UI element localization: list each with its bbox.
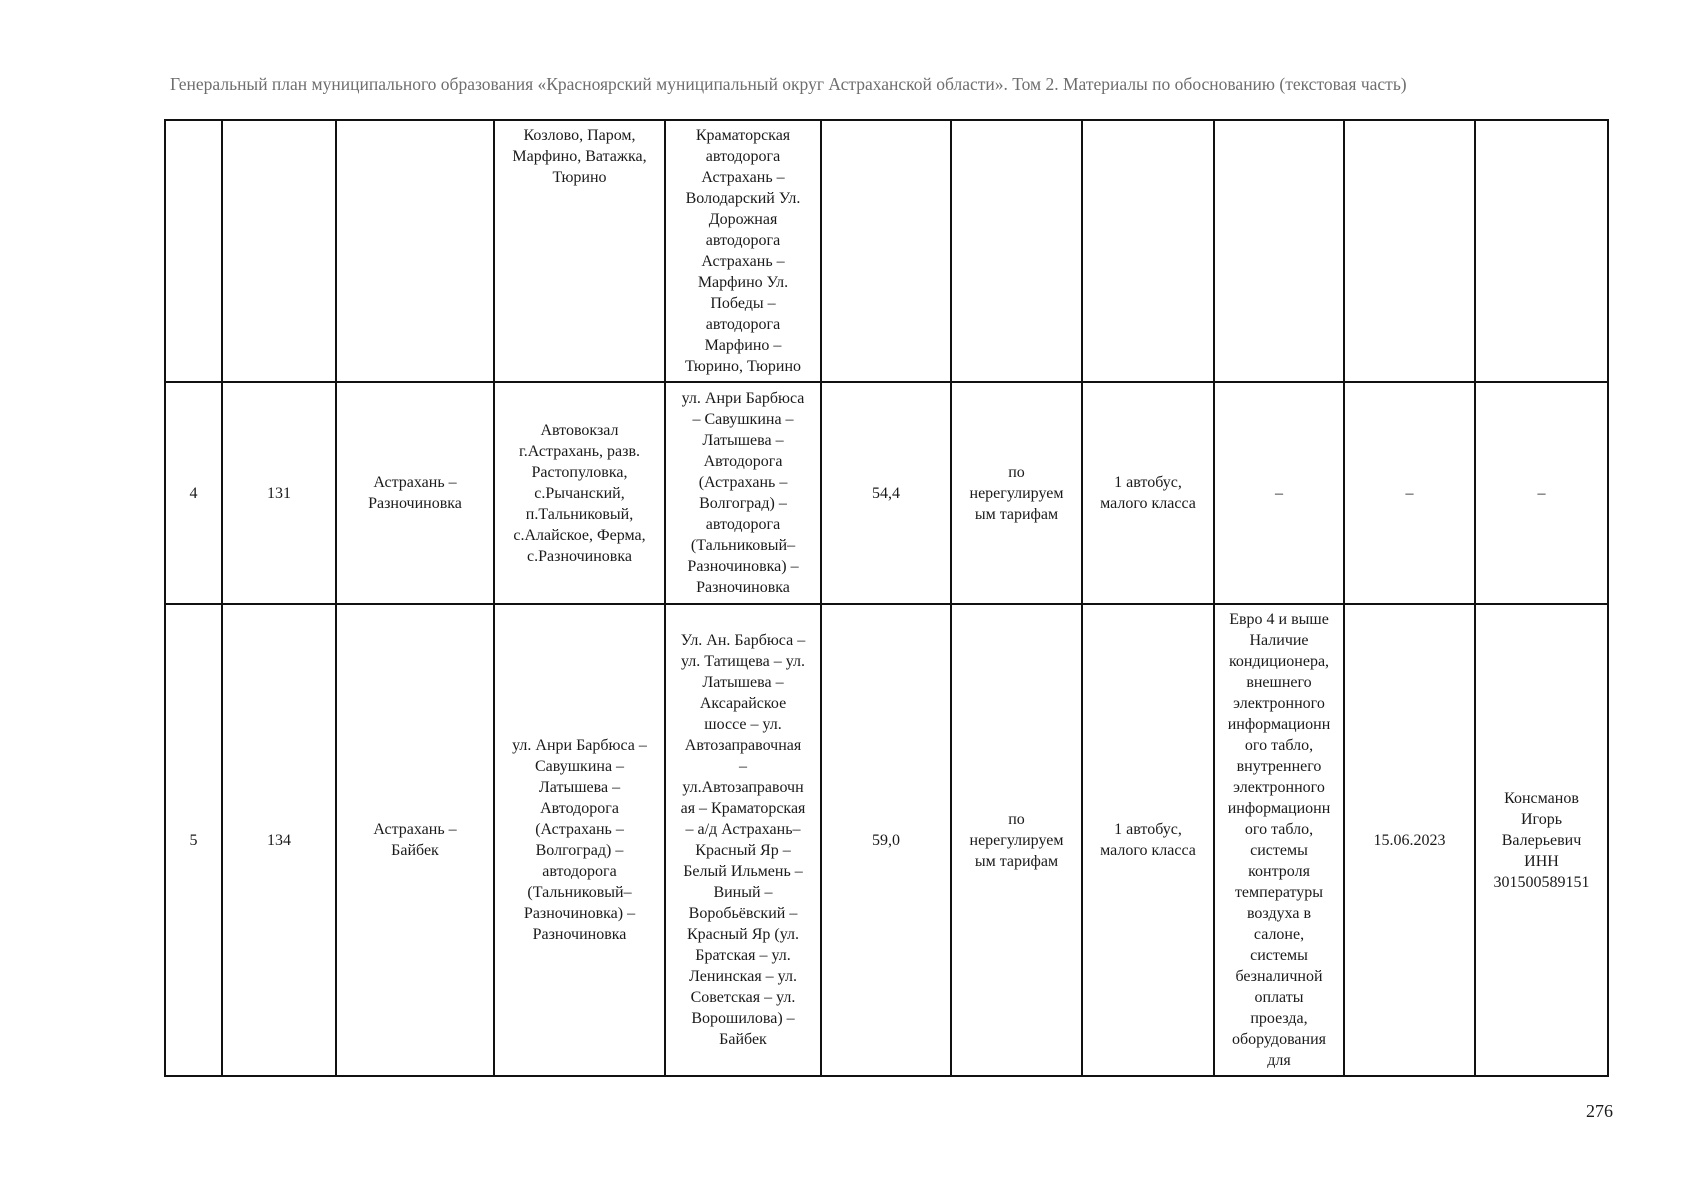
cell-date — [1344, 120, 1475, 382]
cell-date: 15.06.2023 — [1344, 604, 1475, 1076]
cell-stops: ул. Анри Барбюса – Савушкина – Латышева – Автодорога (Астрахань – Волгоград) – автодорога (Тальниковый– Разночиновка) – Разночиновка — [494, 604, 665, 1076]
table-row — [165, 604, 1608, 1076]
cell-streets: ул. Анри Барбюса – Савушкина – Латышева – Автодорога (Астрахань – Волгоград) – автодорога (Тальниковый– Разночиновка) – Разночиновка — [665, 382, 821, 604]
cell-route-number: 134 — [222, 604, 336, 1076]
cell-route-number: 131 — [222, 382, 336, 604]
cell-carrier: Консманов Игорь Валерьевич ИНН 301500589151 — [1475, 604, 1608, 1076]
cell-num — [165, 120, 222, 382]
cell-route-number — [222, 120, 336, 382]
cell-streets: Ул. Ан. Барбюса – ул. Татищева – ул. Латышева – Аксарайское шоссе – ул. Автозаправочная – ул.Автозаправочн ая – Краматорская – а/д Астрахань– Красный Яр – Белый Ильмень – Виный – Воробьёвский – Красный Яр (ул. Братская – ул. Ленинская – ул. Советская – ул. Ворошилова) – Байбек — [665, 604, 821, 1076]
cell-tariff: по нерегулируем ым тарифам — [951, 382, 1082, 604]
cell-tariff — [951, 120, 1082, 382]
cell-stops: Козлово, Паром, Марфино, Ватажка, Тюрино — [494, 120, 665, 382]
cell-length: 54,4 — [821, 382, 951, 604]
cell-vehicles: 1 автобус, малого класса — [1082, 382, 1214, 604]
cell-stops: Автовокзал г.Астрахань, разв. Растопуловка, с.Рычанский, п.Тальниковый, с.Алайское, Ферма, с.Разночиновка — [494, 382, 665, 604]
cell-streets: Краматорская автодорога Астрахань – Володарский Ул. Дорожная автодорога Астрахань – Марфино Ул. Победы – автодорога Марфино – Тюрино, Тюрино — [665, 120, 821, 382]
cell-route-name — [336, 120, 494, 382]
cell-route-name: Астрахань – Разночиновка — [336, 382, 494, 604]
cell-num: 5 — [165, 604, 222, 1076]
routes-table — [164, 119, 1609, 1077]
cell-characteristics — [1214, 120, 1344, 382]
page-header: Генеральный план муниципального образования «Красноярский муниципальный округ Астраханской области». Том 2. Материалы по обоснованию (текстовая часть) — [170, 74, 1407, 94]
cell-length: 59,0 — [821, 604, 951, 1076]
table-row — [165, 382, 1608, 604]
cell-tariff: по нерегулируем ым тарифам — [951, 604, 1082, 1076]
table-row — [165, 120, 1608, 382]
cell-length — [821, 120, 951, 382]
cell-carrier — [1475, 120, 1608, 382]
cell-date: – — [1344, 382, 1475, 604]
cell-num: 4 — [165, 382, 222, 604]
cell-vehicles: 1 автобус, малого класса — [1082, 604, 1214, 1076]
cell-route-name: Астрахань – Байбек — [336, 604, 494, 1076]
cell-characteristics: Евро 4 и выше Наличие кондиционера, внешнего электронного информационн ого табло, внутреннего электронного информационн ого табло, системы контроля температуры воздуха в салоне, системы безналичной оплаты проезда, оборудования для — [1214, 604, 1344, 1076]
cell-vehicles — [1082, 120, 1214, 382]
cell-carrier: – — [1475, 382, 1608, 604]
cell-characteristics: – — [1214, 382, 1344, 604]
page-number: 276 — [1586, 1101, 1613, 1121]
